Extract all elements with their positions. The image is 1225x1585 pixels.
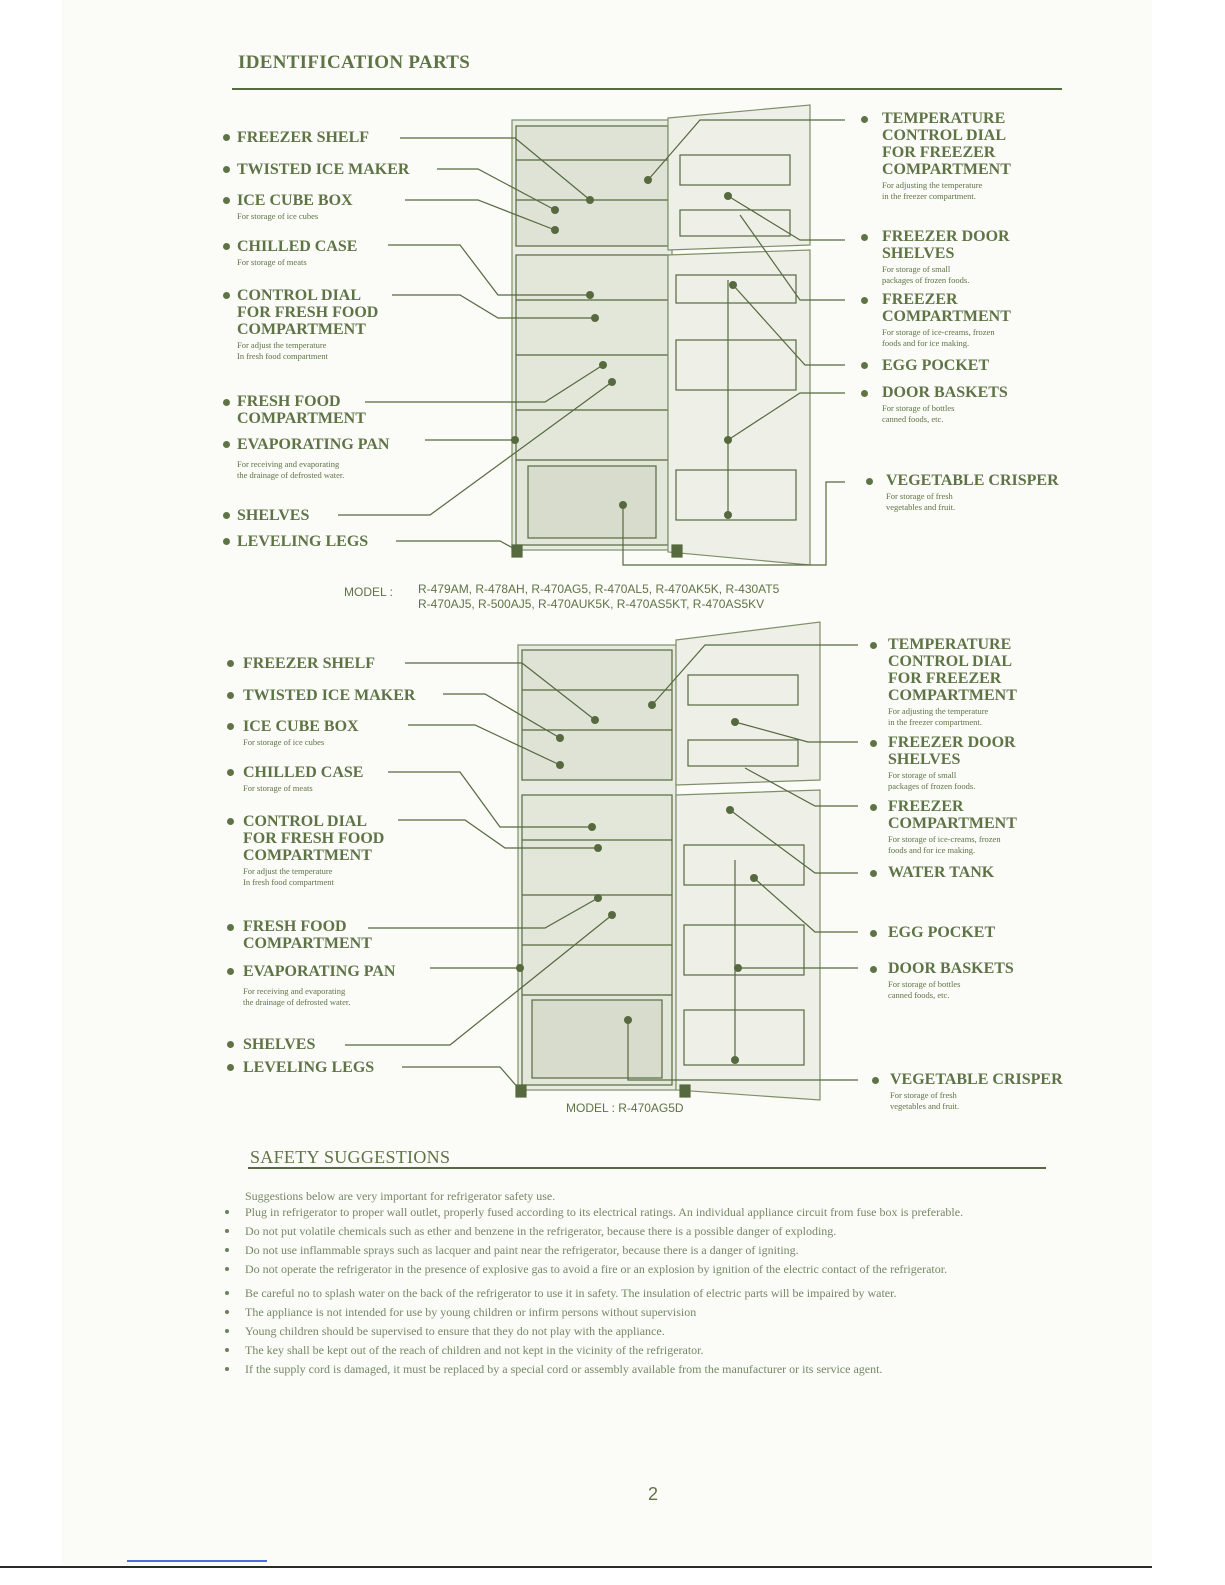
label-door-baskets: DOOR BASKETS For storage of bottles canned foods, etc. (888, 960, 1014, 1000)
label-water-tank: WATER TANK (888, 864, 995, 881)
label-fresh-food-compartment: FRESH FOOD COMPARTMENT (237, 393, 366, 427)
bottom-divider (0, 1566, 1152, 1568)
label-control-dial-fresh: CONTROL DIAL FOR FRESH FOOD COMPARTMENT For adjust the temperature In fresh food compartment (243, 813, 385, 887)
label-temperature-control-dial: TEMPERATURE CONTROL DIAL FOR FREEZER COMPARTMENT For adjusting the temperature in the freezer compartment. (882, 110, 1011, 201)
label-shelves: SHELVES (237, 507, 310, 524)
label-temperature-control-dial: TEMPERATURE CONTROL DIAL FOR FREEZER COMPARTMENT For adjusting the temperature in the freezer compartment. (888, 636, 1017, 727)
bullet-dot-icon (227, 769, 234, 776)
label-freezer-shelf: FREEZER SHELF (237, 129, 370, 146)
label-vegetable-crisper: VEGETABLE CRISPER For storage of fresh vegetables and fruit. (886, 472, 1059, 512)
safety-intro: Suggestions below are very important for refrigerator safety use. (245, 1189, 556, 1203)
label-egg-pocket: EGG POCKET (882, 357, 990, 374)
bullet-dot-icon (870, 740, 877, 747)
bullet-dot-icon (870, 930, 877, 937)
safety-list (220, 1188, 1095, 1380)
bullet-dot-icon (227, 692, 234, 699)
bullet-dot-icon (870, 642, 877, 649)
model-bottom: MODEL : R-470AG5D (566, 1101, 684, 1115)
model-line-1: R-479AM, R-478AH, R-470AG5, R-470AL5, R-470AK5K, R-430AT5 (418, 582, 780, 596)
list-item: Do not put volatile chemicals such as ether and benzene in the refrigerator, because there is a possible danger of exploding. (220, 1223, 1095, 1239)
label-freezer-shelf: FREEZER SHELF (243, 655, 376, 672)
label-ice-cube-box: ICE CUBE BOX For storage of ice cubes (243, 718, 359, 747)
label-egg-pocket: EGG POCKET (888, 924, 996, 941)
label-fresh-food-compartment: FRESH FOOD COMPARTMENT (243, 918, 372, 952)
label-leveling-legs: LEVELING LEGS (243, 1059, 375, 1076)
label-vegetable-crisper: VEGETABLE CRISPER For storage of fresh vegetables and fruit. (890, 1071, 1063, 1111)
label-twisted-ice-maker: TWISTED ICE MAKER (237, 161, 410, 178)
label-evaporating-pan: EVAPORATING PAN For receiving and evaporating the drainage of defrosted water. (237, 436, 390, 480)
label-shelves: SHELVES (243, 1036, 316, 1053)
bullet-dot-icon (227, 968, 234, 975)
list-item: Young children should be supervised to ensure that they do not play with the appliance. (220, 1323, 1095, 1339)
bullet-dot-icon (870, 966, 877, 973)
list-item: The key shall be kept out of the reach of children and not kept in the vicinity of the refrigerator. (220, 1342, 1095, 1358)
model-line-2: R-470AJ5, R-500AJ5, R-470AUK5K, R-470AS5KT, R-470AS5KV (418, 597, 765, 611)
label-freezer-compartment: FREEZER COMPARTMENT For storage of ice-creams, frozen foods and for ice making. (888, 798, 1017, 855)
bullet-dot-icon (870, 870, 877, 877)
list-item: Do not operate the refrigerator in the presence of explosive gas to avoid a fire or an explosion by ignition of the electric contact of the refrigerator. (220, 1261, 1095, 1277)
bullet-dot-icon (227, 723, 234, 730)
list-item: If the supply cord is damaged, it must be replaced by a special cord or assembly available from the manufacturer or its service agent. (220, 1361, 1095, 1377)
label-door-baskets: DOOR BASKETS For storage of bottles canned foods, etc. (882, 384, 1008, 424)
list-item: The appliance is not intended for use by young children or infirm persons without supervision (220, 1304, 1095, 1320)
label-twisted-ice-maker: TWISTED ICE MAKER (243, 687, 416, 704)
list-item: Plug in refrigerator to proper wall outlet, properly fused according to its electrical ratings. An individual appliance circuit from fuse box is preferable. (220, 1204, 1095, 1220)
page-number: 2 (648, 1484, 659, 1504)
bullet-dot-icon (227, 1041, 234, 1048)
safety-rule (248, 1167, 1046, 1169)
scroll-indicator (127, 1560, 267, 1562)
bullet-dot-icon (870, 804, 877, 811)
bullet-dot-icon (872, 1077, 879, 1084)
label-chilled-case: CHILLED CASE For storage of meats (243, 764, 364, 793)
label-chilled-case: CHILLED CASE For storage of meats (237, 238, 358, 267)
page-title: IDENTIFICATION PARTS (238, 52, 471, 73)
label-leveling-legs: LEVELING LEGS (237, 533, 369, 550)
label-control-dial-fresh: CONTROL DIAL FOR FRESH FOOD COMPARTMENT For adjust the temperature In fresh food compartment (237, 287, 379, 361)
label-freezer-compartment: FREEZER COMPARTMENT For storage of ice-creams, frozen foods and for ice making. (882, 291, 1011, 348)
list-item: Be careful no to splash water on the back of the refrigerator to use it in safety. The insulation of electric parts will be impaired by water. (220, 1285, 1095, 1301)
label-ice-cube-box: ICE CUBE BOX For storage of ice cubes (237, 192, 353, 221)
bullet-dot-icon (227, 660, 234, 667)
label-evaporating-pan: EVAPORATING PAN For receiving and evaporating the drainage of defrosted water. (243, 963, 396, 1007)
bullet-dot-icon (227, 818, 234, 825)
model-prefix: MODEL : (344, 585, 393, 599)
bullet-dot-icon (227, 924, 234, 931)
label-freezer-door-shelves: FREEZER DOOR SHELVES For storage of small packages of frozen foods. (882, 228, 1010, 285)
label-freezer-door-shelves: FREEZER DOOR SHELVES For storage of small packages of frozen foods. (888, 734, 1016, 791)
bullet-dot-icon (227, 1064, 234, 1071)
list-item: Do not use inflammable sprays such as lacquer and paint near the refrigerator, because there is a danger of igniting. (220, 1242, 1095, 1258)
safety-title: SAFETY SUGGESTIONS (250, 1147, 451, 1167)
